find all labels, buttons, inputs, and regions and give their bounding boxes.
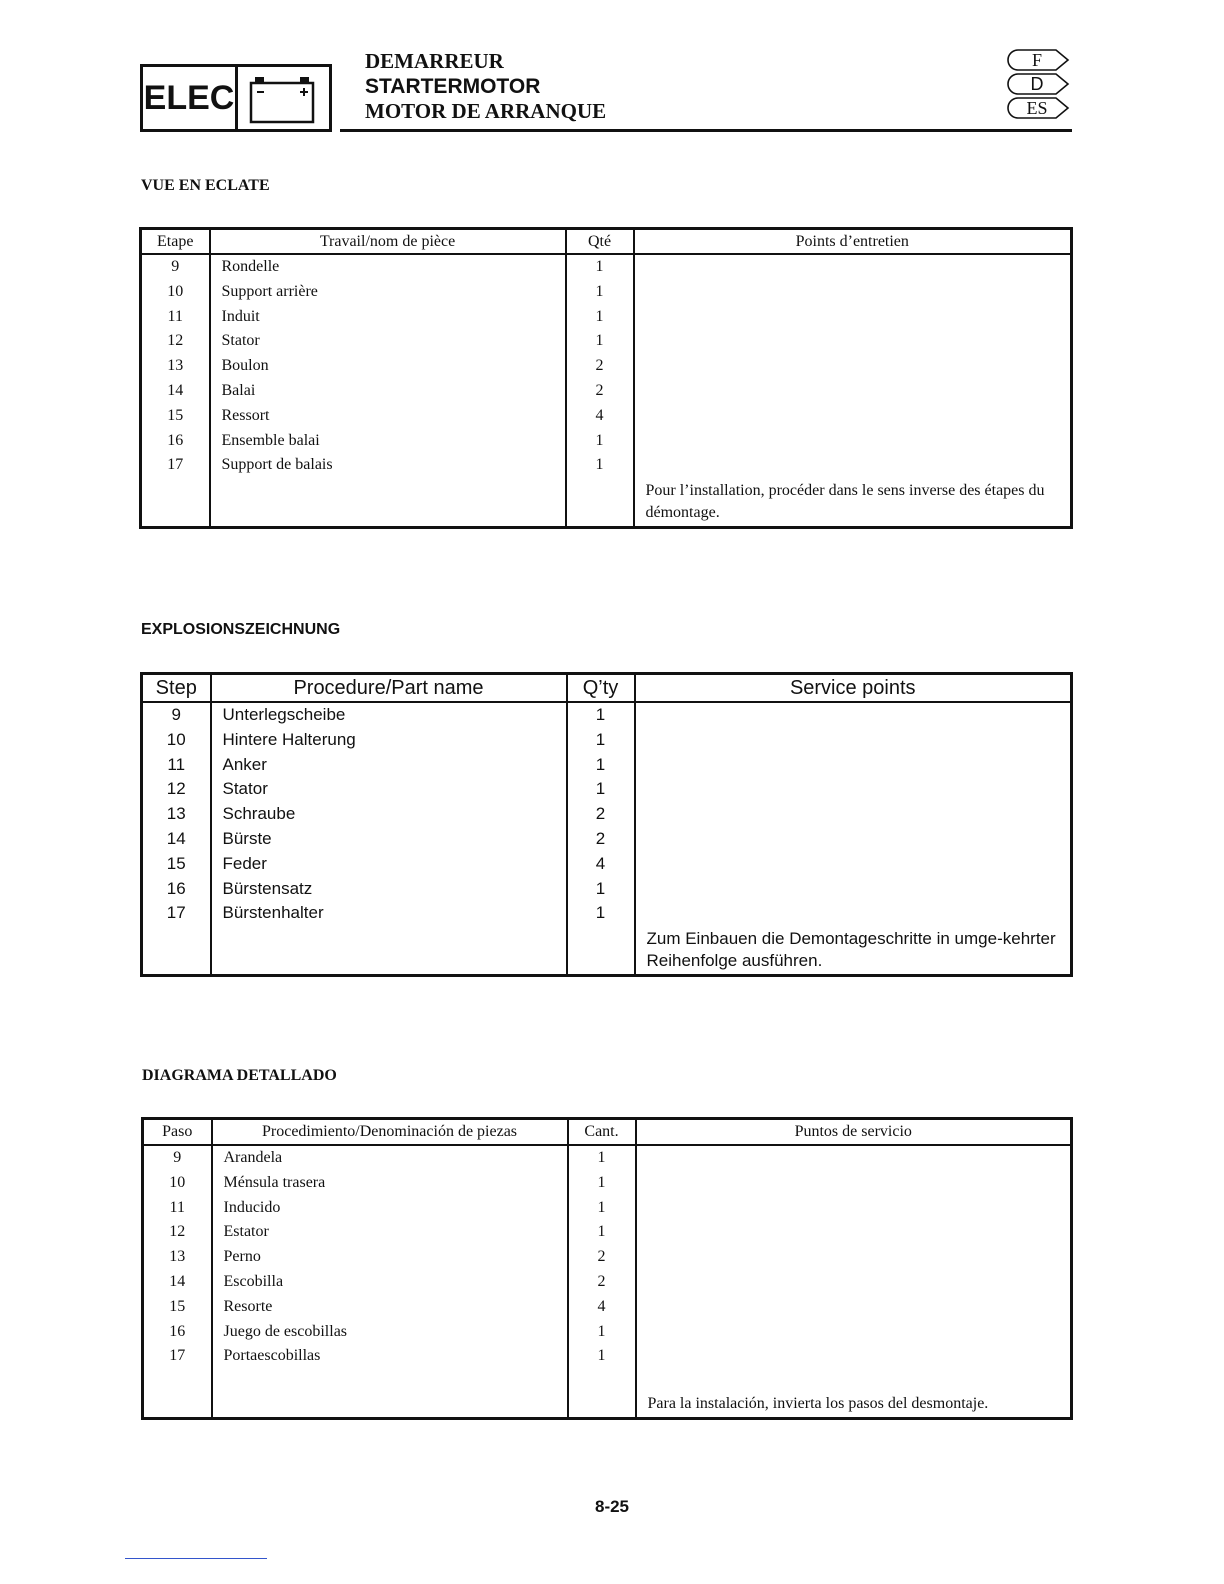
qty-cell: 2 (568, 1245, 636, 1270)
step-cell: 16 (166, 878, 186, 898)
step-cell: 13 (169, 1248, 186, 1266)
col-header-service-points: Points d’entretien (634, 229, 1072, 255)
col-header-name: Procedure/Part name (211, 674, 567, 703)
step-cell: 11 (169, 1198, 185, 1216)
step-cell: 11 (167, 307, 183, 325)
step-cell: 13 (166, 804, 186, 824)
qty-cell: 2 (567, 802, 635, 827)
parts-table-de (140, 672, 1073, 977)
part-name-cell: Arandela (212, 1145, 568, 1171)
qty-cell: 1 (568, 1220, 636, 1245)
qty-cell: 1 (566, 280, 634, 305)
part-name-cell: Ressort (210, 404, 566, 429)
part-name-cell: Inducido (212, 1196, 568, 1221)
part-name-cell: Bürstensatz (211, 877, 567, 902)
qty-cell: 1 (567, 728, 635, 753)
step-cell: 9 (171, 705, 181, 724)
parts-table-es (141, 1117, 1073, 1420)
qty-cell: 2 (566, 354, 634, 379)
part-name-cell: Bürste (211, 827, 567, 852)
step-cell: 17 (169, 1347, 186, 1365)
header-rule (340, 129, 1072, 132)
service-points-cell (634, 254, 1072, 528)
part-name-cell: Juego de escobillas (212, 1320, 568, 1345)
qty-cell: 2 (566, 379, 634, 404)
empty-cell (142, 926, 211, 976)
empty-cell (211, 926, 567, 976)
table-row (141, 254, 1072, 280)
page-title-block (365, 49, 606, 124)
part-name-cell: Resorte (212, 1295, 568, 1320)
lang-badge-f: F (1006, 49, 1070, 71)
part-name-cell: Support arrière (210, 280, 566, 305)
lang-badge-d: D (1006, 73, 1070, 95)
qty-cell: 4 (567, 852, 635, 877)
col-header-name: Travail/nom de pièce (210, 229, 566, 255)
section-title-fr: VUE EN ECLATE (141, 177, 270, 194)
empty-cell (141, 478, 210, 528)
step-cell: 14 (166, 828, 186, 848)
title-spanish: MOTOR DE ARRANQUE (365, 99, 607, 123)
step-cell: 10 (167, 282, 184, 300)
qty-cell: 1 (568, 1196, 636, 1221)
step-cell: 15 (167, 406, 184, 424)
step-cell: 12 (167, 332, 184, 350)
part-name-cell: Unterlegscheibe (211, 702, 567, 728)
page-number: 8-25 (594, 1497, 630, 1516)
empty-cell (566, 478, 634, 528)
service-note: Para la instalación, invierta los pasos del desmontaje. (647, 1395, 989, 1413)
lang-badge-es: ES (1006, 97, 1070, 119)
col-header-qty: Q’ty (567, 674, 635, 703)
part-name-cell: Escobilla (212, 1270, 568, 1295)
step-cell: 10 (166, 729, 186, 749)
footer-rule (125, 1558, 267, 1559)
empty-cell (212, 1369, 568, 1419)
part-name-cell: Induit (210, 305, 566, 330)
part-name-cell: Support de balais (210, 453, 566, 478)
qty-cell: 1 (567, 901, 635, 926)
table-row (142, 702, 1072, 728)
step-cell: 16 (169, 1322, 186, 1340)
step-cell: 17 (167, 456, 184, 474)
service-points-cell (635, 702, 1072, 976)
parts-table-body (141, 254, 1072, 528)
qty-cell: 1 (567, 877, 635, 902)
qty-cell: 1 (566, 329, 634, 354)
battery-icon (238, 64, 332, 132)
part-name-cell: Rondelle (210, 254, 566, 280)
col-header-name: Procedimiento/Denominación de piezas (212, 1119, 568, 1146)
part-name-cell: Portaescobillas (212, 1344, 568, 1369)
title-german: STARTERMOTOR (365, 75, 541, 98)
step-cell: 14 (167, 381, 184, 399)
qty-cell: 1 (567, 702, 635, 728)
part-name-cell: Hintere Halterung (211, 728, 567, 753)
service-note: Pour l’installation, procéder dans le sens inverse des étapes du démontage. (645, 482, 1045, 522)
part-name-cell: Estator (212, 1220, 568, 1245)
section-code-badge: ELEC (140, 64, 238, 132)
qty-cell: 4 (566, 404, 634, 429)
parts-table-body (143, 1145, 1072, 1419)
part-name-cell: Stator (210, 329, 566, 354)
section-title-es: DIAGRAMA DETALLADO (142, 1067, 337, 1084)
part-name-cell: Anker (211, 753, 567, 778)
part-name-cell: Ménsula trasera (212, 1171, 568, 1196)
section-title-de: EXPLOSIONSZEICHNUNG (141, 621, 341, 638)
step-cell: 12 (169, 1223, 186, 1241)
qty-cell: 1 (567, 753, 635, 778)
empty-cell (567, 926, 635, 976)
col-header-qty: Qté (566, 229, 634, 255)
part-name-cell: Bürstenhalter (211, 901, 567, 926)
step-cell: 17 (166, 903, 186, 923)
qty-cell: 1 (566, 453, 634, 478)
empty-cell (210, 478, 566, 528)
qty-cell: 1 (566, 305, 634, 330)
part-name-cell: Balai (210, 379, 566, 404)
qty-cell: 1 (567, 777, 635, 802)
qty-cell: 2 (567, 827, 635, 852)
col-header-step: Paso (143, 1119, 212, 1146)
qty-cell: 1 (568, 1320, 636, 1345)
step-cell: 15 (166, 853, 186, 873)
qty-cell: 1 (568, 1145, 636, 1171)
step-cell: 10 (169, 1173, 186, 1191)
part-name-cell: Perno (212, 1245, 568, 1270)
qty-cell: 1 (566, 254, 634, 280)
part-name-cell: Schraube (211, 802, 567, 827)
col-header-service-points: Puntos de servicio (636, 1119, 1072, 1146)
part-name-cell: Stator (211, 777, 567, 802)
service-points-cell (636, 1145, 1072, 1419)
empty-cell (568, 1369, 636, 1419)
title-french: DEMARREUR (365, 49, 504, 73)
step-cell: 13 (167, 357, 184, 375)
qty-cell: 1 (566, 429, 634, 454)
step-cell: 9 (173, 1149, 182, 1166)
col-header-qty: Cant. (568, 1119, 636, 1146)
parts-table-fr (139, 227, 1073, 529)
step-cell: 14 (169, 1272, 186, 1290)
empty-cell (143, 1369, 212, 1419)
step-cell: 16 (167, 431, 184, 449)
part-name-cell: Feder (211, 852, 567, 877)
qty-cell: 1 (568, 1171, 636, 1196)
part-name-cell: Boulon (210, 354, 566, 379)
col-header-step: Etape (141, 229, 210, 255)
parts-table-body (142, 702, 1072, 976)
service-note: Zum Einbauen die Demontageschritte in umge-kehrter Reihenfolge ausführen. (646, 929, 1056, 971)
qty-cell: 1 (568, 1344, 636, 1369)
step-cell: 9 (171, 258, 180, 275)
step-cell: 11 (167, 754, 186, 774)
col-header-step: Step (142, 674, 211, 703)
step-cell: 15 (169, 1297, 186, 1315)
step-cell: 12 (166, 779, 186, 799)
qty-cell: 4 (568, 1295, 636, 1320)
part-name-cell: Ensemble balai (210, 429, 566, 454)
col-header-service-points: Service points (635, 674, 1072, 703)
table-row (143, 1145, 1072, 1171)
qty-cell: 2 (568, 1270, 636, 1295)
